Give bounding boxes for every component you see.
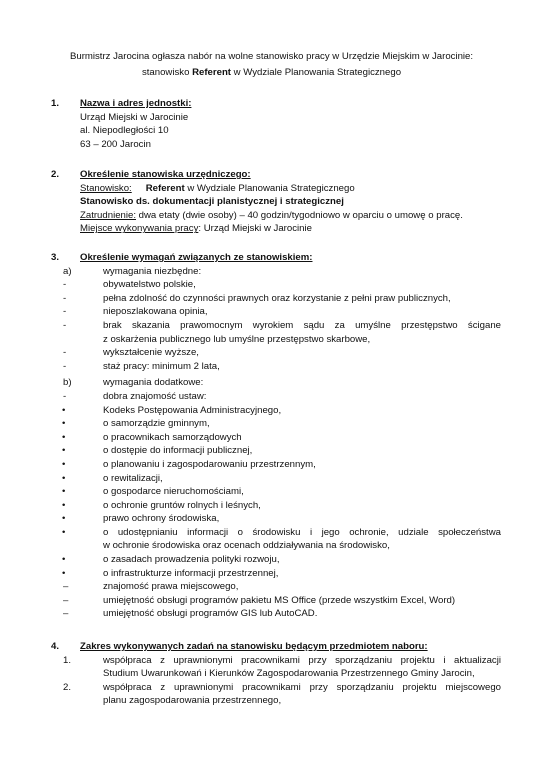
- task-item: [51, 681, 501, 695]
- requirements-required-label: [51, 265, 501, 279]
- list-item: [51, 594, 501, 608]
- section-4-number: 4.: [51, 641, 60, 652]
- dash-marker: -: [63, 292, 67, 304]
- law-item: o samorządzie gminnym,: [103, 418, 210, 430]
- position-label: Stanowisko:: [80, 182, 132, 194]
- task-number: 1.: [63, 654, 72, 666]
- list-item: [51, 305, 501, 319]
- list-item: [51, 431, 501, 445]
- section-2-number: 2.: [51, 169, 60, 180]
- header-line-2-post: w Wydziale Planowania Strategicznego: [231, 66, 402, 78]
- bullet-icon: •: [62, 472, 66, 484]
- law-item: o zasadach prowadzenia polityki rozwoju,: [103, 554, 280, 566]
- list-item: [51, 567, 501, 581]
- list-marker-a: a): [63, 265, 72, 277]
- document-header: [0, 49, 543, 80]
- task-number: 2.: [63, 681, 72, 693]
- workplace-text: : Urząd Miejski w Jarocinie: [198, 223, 312, 235]
- law-item: o rewitalizacji,: [103, 472, 163, 484]
- section-2-title-row: [51, 168, 501, 182]
- dash-marker: -: [63, 390, 67, 402]
- law-item: o udostępnianiu informacji o środowisku i jego ochronie, udziale społeczeństwa: [103, 526, 501, 538]
- list-item: [51, 390, 501, 404]
- bullet-icon: •: [62, 486, 66, 498]
- required-item: nieposzlakowana opinia,: [103, 306, 208, 318]
- task-text-continuation: planu zagospodarowania przestrzennego,: [103, 695, 282, 707]
- additional-intro: dobra znajomość ustaw:: [103, 390, 207, 402]
- list-item: [51, 526, 501, 540]
- bullet-icon: •: [62, 404, 66, 416]
- header-line-2: [0, 65, 543, 81]
- law-item: o gospodarce nieruchomościami,: [103, 486, 244, 498]
- list-item: [51, 292, 501, 306]
- required-item-continuation: z oskarżenia publicznego lub umyślne przestępstwo skarbowe,: [103, 333, 371, 345]
- workplace-line: [51, 222, 501, 236]
- skill-item: znajomość prawa miejscowego,: [103, 581, 239, 593]
- unit-street: al. Niepodległości 10: [80, 125, 169, 137]
- skill-item: umiejętność obsługi programów pakietu MS Office (przede wszystkim Excel, Word): [103, 594, 456, 606]
- required-item: staż pracy: minimum 2 lata,: [103, 360, 220, 372]
- list-item: [51, 607, 501, 621]
- list-item: [51, 346, 501, 360]
- required-item: pełna zdolność do czynności prawnych oraz korzystanie z pełni praw publicznych,: [103, 292, 451, 304]
- list-item: [51, 512, 501, 526]
- dash-marker: -: [63, 306, 67, 318]
- list-item: [51, 580, 501, 594]
- bullet-icon: •: [62, 526, 66, 538]
- task-text-continuation: Studium Uwarunkowań i Kierunków Zagospodarowania Przestrzennego Gminy Jarocin,: [103, 668, 475, 680]
- dash-marker: -: [63, 279, 67, 291]
- section-2-title: Określenie stanowiska urzędniczego:: [80, 169, 251, 180]
- list-item: [51, 319, 501, 333]
- skill-item: umiejętność obsługi programów GIS lub AutoCAD.: [103, 608, 318, 620]
- required-item: obywatelstwo polskie,: [103, 279, 196, 291]
- section-4-title-row: [51, 640, 501, 654]
- section-1-title: Nazwa i adres jednostki:: [80, 98, 192, 109]
- section-2: [51, 168, 501, 236]
- list-item: [51, 485, 501, 499]
- law-item: o ochronie gruntów rolnych i leśnych,: [103, 499, 261, 511]
- header-line-1: Burmistrz Jarocina ogłasza nabór na wolne stanowisko pracy w Urzędzie Miejskim w Jarocinie:: [69, 51, 474, 62]
- employment-text: dwa etaty (dwie osoby) – 40 godzin/tygodniowo w oparciu o umowę o pracę.: [136, 209, 463, 221]
- position-title: Referent: [145, 182, 185, 194]
- section-4: [51, 640, 501, 708]
- section-3-title-row: [51, 251, 501, 265]
- section-3: [51, 251, 501, 621]
- employment-line: [51, 209, 501, 223]
- dash-marker: –: [63, 581, 69, 593]
- law-item: Kodeks Postępowania Administracyjnego,: [103, 404, 282, 416]
- task-item: [51, 654, 501, 668]
- section-1-title-row: [51, 97, 501, 111]
- bullet-icon: •: [62, 418, 66, 430]
- section-1: [51, 97, 501, 151]
- bullet-icon: •: [62, 458, 66, 470]
- law-item: o infrastrukturze informacji przestrzennej,: [103, 567, 279, 579]
- section-4-title: Zakres wykonywanych zadań na stanowisku będącym przedmiotem naboru:: [80, 641, 428, 652]
- dash-marker: -: [63, 319, 67, 331]
- list-item: [51, 499, 501, 513]
- list-item: [51, 458, 501, 472]
- required-item: brak skazania prawomocnym wyrokiem sądu za umyślne przestępstwo ścigane: [103, 319, 501, 331]
- dash-marker: -: [63, 360, 67, 372]
- law-item-continuation: w ochronie środowiska oraz ocenach oddziaływania na środowisko,: [103, 540, 390, 552]
- position-specialization: Stanowisko ds. dokumentacji planistycznej i strategicznej: [80, 196, 344, 208]
- bullet-icon: •: [62, 499, 66, 511]
- list-marker-b: b): [63, 377, 72, 389]
- task-text: współpraca z uprawnionymi pracownikami przy sporządzaniu projektu i aktualizacji: [103, 654, 501, 666]
- position-department: w Wydziale Planowania Strategicznego: [184, 182, 355, 194]
- list-item: [51, 472, 501, 486]
- list-item: [51, 360, 501, 374]
- section-1-number: 1.: [51, 98, 60, 109]
- header-position-name: Referent: [192, 66, 231, 78]
- unit-postal: 63 – 200 Jarocin: [80, 138, 151, 150]
- law-item: o planowaniu i zagospodarowaniu przestrzennym,: [103, 458, 316, 470]
- required-label: wymagania niezbędne:: [103, 265, 202, 277]
- list-item: [51, 417, 501, 431]
- required-item: wykształcenie wyższe,: [103, 347, 199, 359]
- list-item: [51, 404, 501, 418]
- bullet-icon: •: [62, 513, 66, 525]
- requirements-additional-label: [51, 376, 501, 390]
- header-line-2-pre: stanowisko: [141, 66, 193, 78]
- bullet-icon: •: [62, 554, 66, 566]
- law-item: o dostępie do informacji publicznej,: [103, 445, 253, 457]
- position-line: [51, 182, 501, 196]
- dash-marker: –: [63, 608, 69, 620]
- bullet-icon: •: [62, 431, 66, 443]
- employment-label: Zatrudnienie:: [80, 209, 136, 221]
- section-3-title: Określenie wymagań związanych ze stanowiskiem:: [80, 252, 313, 263]
- unit-name: Urząd Miejski w Jarocinie: [80, 111, 189, 123]
- section-3-number: 3.: [51, 252, 60, 263]
- additional-label: wymagania dodatkowe:: [103, 377, 204, 389]
- law-item: prawo ochrony środowiska,: [103, 513, 220, 525]
- list-item: [51, 553, 501, 567]
- list-item: [51, 278, 501, 292]
- workplace-label: Miejsce wykonywania pracy: [80, 223, 199, 235]
- dash-marker: -: [63, 347, 67, 359]
- list-item: [51, 444, 501, 458]
- law-item: o pracownikach samorządowych: [103, 431, 242, 443]
- bullet-icon: •: [62, 567, 66, 579]
- task-text: współpraca z uprawnionymi pracownikami przy sporządzaniu projektu miejscowego: [103, 681, 501, 693]
- bullet-icon: •: [62, 445, 66, 457]
- dash-marker: –: [63, 594, 69, 606]
